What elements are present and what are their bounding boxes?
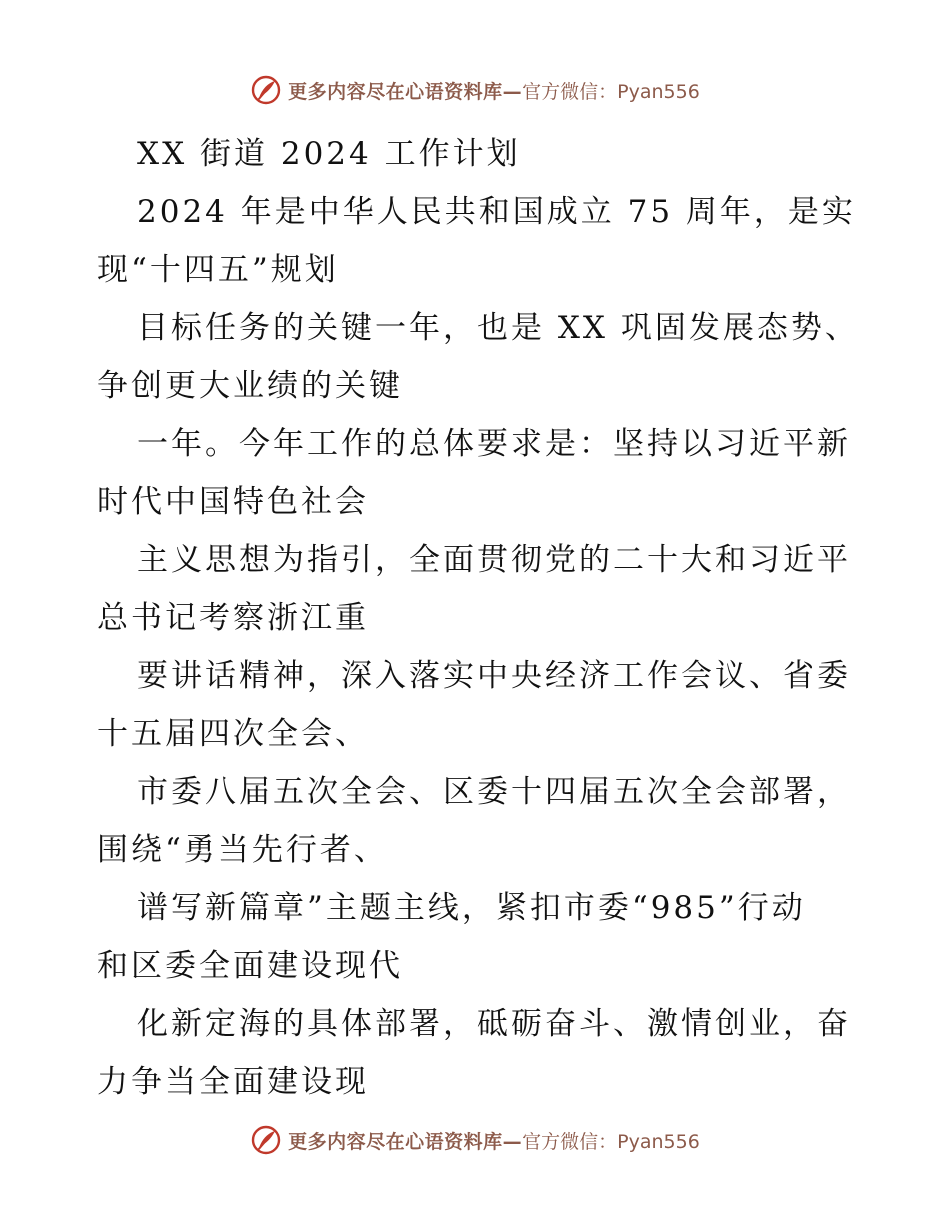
paragraph-line: 十五届四次全会、 [97, 716, 369, 752]
paragraph-line: 争创更大业绩的关键 [97, 368, 403, 404]
paragraph-line: 主义思想为指引，全面贯彻党的二十大和习近平 [137, 542, 851, 578]
paragraph-line: 一年。今年工作的总体要求是：坚持以习近平新 [137, 426, 851, 462]
paragraph-line: 总书记考察浙江重 [97, 600, 369, 636]
paragraph-line: 市委八届五次全会、区委十四届五次全会部署， [137, 774, 851, 810]
paragraph-line: 力争当全面建设现 [97, 1064, 369, 1100]
watermark-banner-top [0, 70, 950, 110]
paragraph-line: 2024 年是中华人民共和国成立 75 周年，是实 [137, 194, 856, 230]
paragraph-line: 围绕“勇当先行者、 [97, 832, 388, 868]
paragraph-line: 时代中国特色社会 [97, 484, 369, 520]
paragraph-line: 目标任务的关键一年，也是 XX 巩固发展态势、 [137, 310, 859, 346]
document-body [97, 125, 887, 1111]
feather-quill-logo [250, 1124, 282, 1156]
watermark-banner-bottom [0, 1120, 950, 1160]
paragraph-line: 现“十四五”规划 [97, 252, 339, 288]
paragraph-line: 化新定海的具体部署，砥砺奋斗、激情创业，奋 [137, 1006, 851, 1042]
feather-quill-logo [250, 74, 282, 106]
watermark-main-text: 更多内容尽在心语资料库— [288, 80, 523, 103]
paragraph-line: 谱写新篇章”主题主线，紧扣市委“985”行动 [137, 890, 806, 926]
paragraph-line: 和区委全面建设现代 [97, 948, 403, 984]
watermark-contact-text: 官方微信：Pyan556 [522, 80, 700, 103]
document-title: XX 街道 2024 工作计划 [137, 136, 521, 172]
watermark-contact-text: 官方微信：Pyan556 [522, 1130, 700, 1153]
paragraph-line: 要讲话精神，深入落实中央经济工作会议、省委 [137, 658, 851, 694]
watermark-main-text: 更多内容尽在心语资料库— [288, 1130, 523, 1153]
